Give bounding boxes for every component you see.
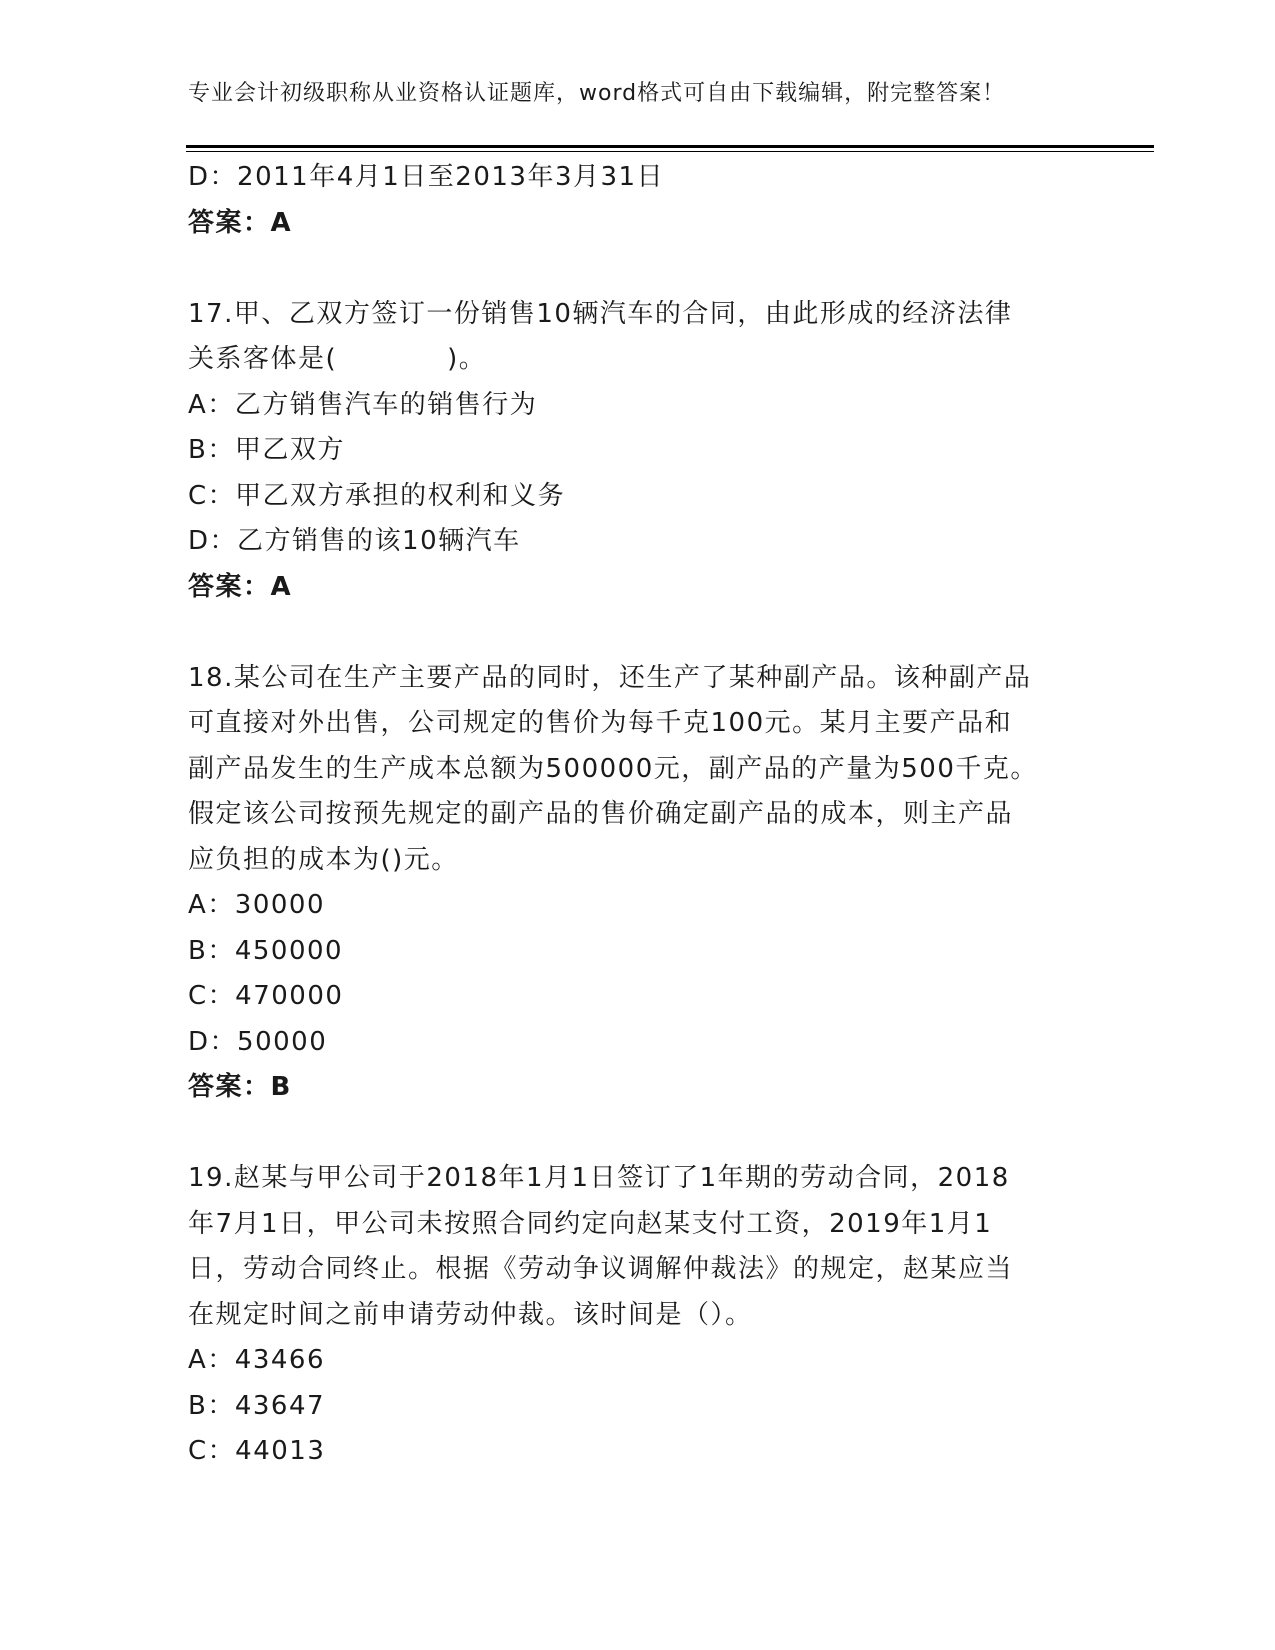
question-19-stem-line-1: 19.赵某与甲公司于2018年1月1日签订了1年期的劳动合同，2018: [188, 1163, 1010, 1193]
question-19-stem-line-3: 日，劳动合同终止。根据《劳动争议调解仲裁法》的规定，赵某应当: [188, 1254, 1014, 1284]
question-18-stem-line-1: 18.某公司在生产主要产品的同时，还生产了某种副产品。该种副产品: [188, 662, 1032, 693]
question-18-option-b: B：450000: [188, 935, 344, 966]
question-19-stem-line-4: 在规定时间之前申请劳动仲裁。该时间是（）。: [188, 1299, 753, 1330]
question-19-stem-line-2: 年7月1日，甲公司未按照合同约定向赵某支付工资，2019年1月1: [188, 1208, 993, 1239]
question-17-answer: 答案：A: [188, 571, 293, 602]
question-18-stem-line-2: 可直接对外出售，公司规定的售价为每千克100元。某月主要产品和: [188, 708, 1013, 738]
question-18-stem-line-4: 假定该公司按预先规定的副产品的售价确定副产品的成本，则主产品: [188, 799, 1014, 829]
question-17-stem-line-1: 17.甲、乙双方签订一份销售10辆汽车的合同，由此形成的经济法律: [188, 298, 1013, 329]
question-17-option-b: B：甲乙双方: [188, 435, 345, 465]
question-17-option-c: C：甲乙双方承担的权利和义务: [188, 480, 566, 511]
question-17-option-a: A：乙方销售汽车的销售行为: [188, 389, 538, 420]
spacer: [188, 1111, 1088, 1157]
question-18-stem-line-3: 副产品发生的生产成本总额为500000元，副产品的产量为500千克。: [188, 753, 1038, 784]
question-19-option-c: C：44013: [188, 1436, 326, 1466]
spacer: [188, 610, 1088, 656]
question-17-stem-line-2: 关系客体是( )。: [188, 344, 487, 374]
question-18-option-a: A：30000: [188, 890, 325, 920]
question-19-option-b: B：43647: [188, 1390, 326, 1421]
question-18-stem-line-5: 应负担的成本为()元。: [188, 844, 459, 875]
option-d: D：2011年4月1日至2013年3月31日: [188, 162, 665, 192]
question-18-answer: 答案：B: [188, 1072, 292, 1102]
question-content: [188, 155, 1088, 1475]
answer-line: 答案：A: [188, 207, 293, 238]
spacer: [188, 246, 1088, 292]
question-18-option-c: C：470000: [188, 981, 344, 1011]
question-18-option-d: D：50000: [188, 1026, 328, 1057]
header-rule-thick: [186, 145, 1154, 148]
question-19-option-a: A：43466: [188, 1345, 325, 1375]
page-header: 专业会计初级职称从业资格认证题库，word格式可自由下载编辑，附完整答案！: [188, 81, 1006, 106]
header-rule-thin: [186, 151, 1154, 152]
question-17-option-d: D：乙方销售的该10辆汽车: [188, 526, 521, 556]
